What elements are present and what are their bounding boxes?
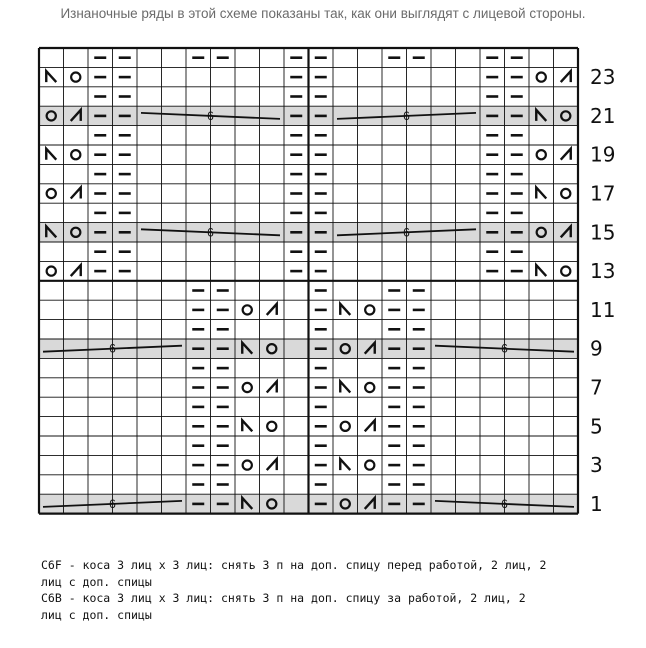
- legend-c6f-line: C6F - коса 3 лиц х 3 лиц: снять 3 п на доп. спицу перед работой, 2 лиц, 2: [41, 558, 547, 572]
- row-number: 7: [590, 375, 603, 400]
- legend: [41, 557, 601, 623]
- cable-label: 6: [501, 496, 508, 511]
- ssk-symbol: [340, 304, 350, 315]
- row-number: 19: [590, 142, 616, 167]
- ssk-symbol: [536, 265, 546, 276]
- k2tog-symbol: [267, 382, 277, 393]
- row-number: 17: [590, 181, 616, 206]
- cable-label: 6: [207, 225, 214, 240]
- yarn-over-symbol: [243, 305, 252, 314]
- yarn-over-symbol: [47, 267, 56, 276]
- row-number: 5: [590, 414, 603, 439]
- k2tog-symbol: [561, 149, 571, 160]
- row-number: 21: [590, 103, 616, 128]
- ssk-symbol: [46, 71, 56, 82]
- yarn-over-symbol: [267, 422, 276, 431]
- yarn-over-symbol: [365, 305, 374, 314]
- yarn-over-symbol: [71, 150, 80, 159]
- row-number: 3: [590, 453, 603, 478]
- ssk-symbol: [242, 420, 252, 431]
- row-number: 15: [590, 220, 616, 245]
- row-number: 9: [590, 336, 603, 361]
- yarn-over-symbol: [243, 461, 252, 470]
- yarn-over-symbol: [47, 189, 56, 198]
- yarn-over-symbol: [365, 383, 374, 392]
- legend-c6b-line: C6B - коса 3 лиц х 3 лиц: снять 3 п на доп. спицу за работой, 2 лиц, 2: [41, 591, 526, 605]
- legend-c6b-line-cont: лиц с доп. спицы: [41, 607, 152, 622]
- yarn-over-symbol: [537, 150, 546, 159]
- yarn-over-symbol: [71, 73, 80, 82]
- yarn-over-symbol: [365, 461, 374, 470]
- row-number: 11: [590, 297, 616, 322]
- k2tog-symbol: [267, 459, 277, 470]
- cable-label: 6: [109, 496, 116, 511]
- row-number: 23: [590, 65, 616, 90]
- cable-label: 6: [207, 108, 214, 123]
- k2tog-symbol: [71, 188, 81, 199]
- yarn-over-symbol: [243, 383, 252, 392]
- yarn-over-symbol: [561, 267, 570, 276]
- cable-label: 6: [403, 225, 410, 240]
- yarn-over-symbol: [341, 422, 350, 431]
- yarn-over-symbol: [537, 73, 546, 82]
- ssk-symbol: [340, 459, 350, 470]
- cable-label: 6: [109, 341, 116, 356]
- cable-label: 6: [403, 108, 410, 123]
- ssk-symbol: [536, 188, 546, 199]
- k2tog-symbol: [365, 420, 375, 431]
- cable-label: 6: [501, 341, 508, 356]
- k2tog-symbol: [267, 304, 277, 315]
- legend-c6f-line-cont: лиц с доп. спицы: [41, 574, 152, 589]
- row-number: 1: [590, 491, 603, 516]
- row-number: 13: [590, 259, 616, 284]
- k2tog-symbol: [71, 265, 81, 276]
- ssk-symbol: [46, 149, 56, 160]
- k2tog-symbol: [561, 71, 571, 82]
- ssk-symbol: [340, 382, 350, 393]
- yarn-over-symbol: [561, 189, 570, 198]
- chart-note: Изнаночные ряды в этой схеме показаны так, как они выглядят с лицевой стороны.: [60, 6, 586, 21]
